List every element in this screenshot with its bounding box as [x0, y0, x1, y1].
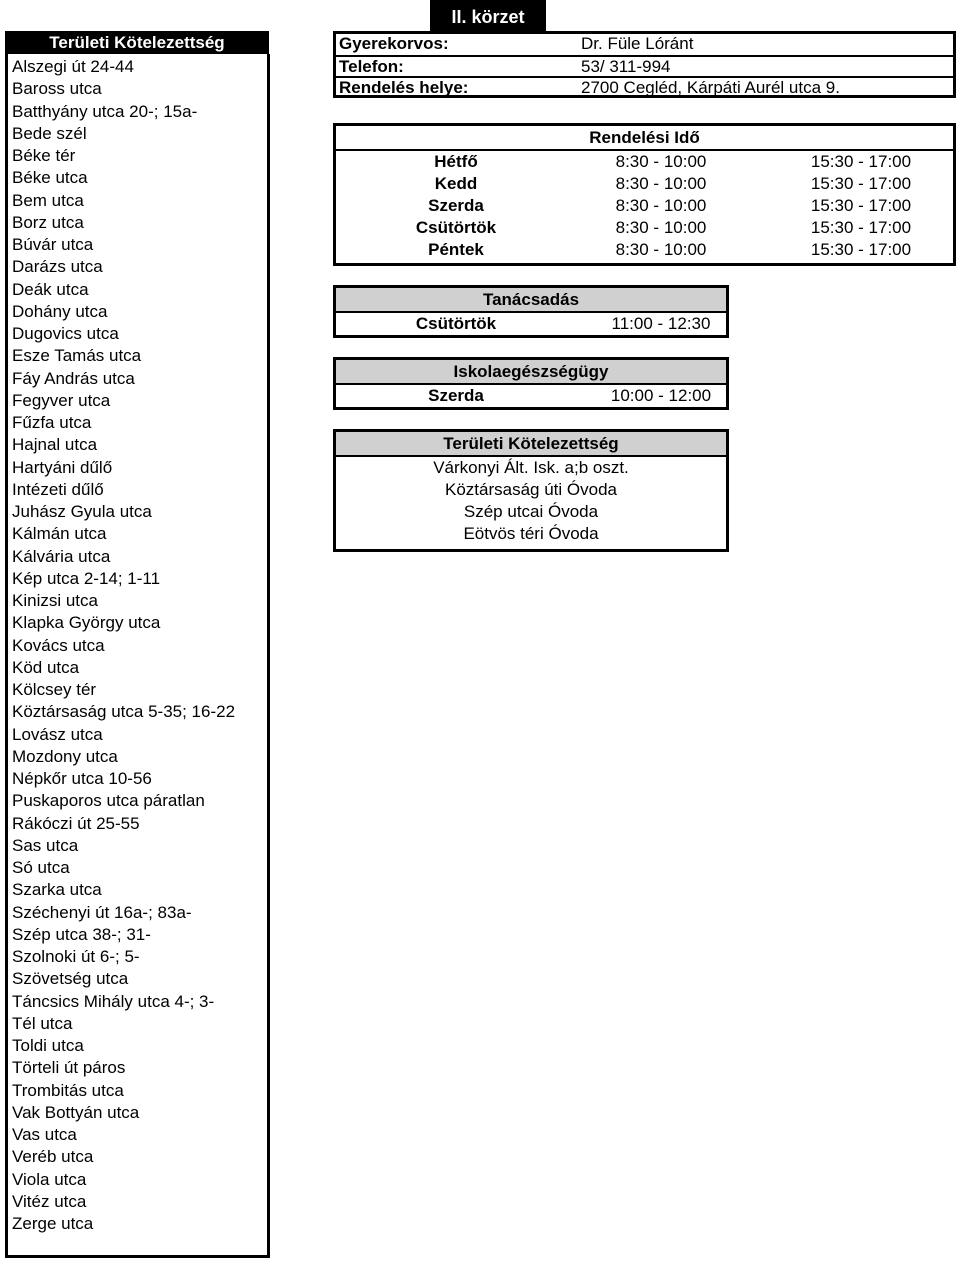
street-item: Kép utca 2-14; 1-11 [12, 568, 161, 588]
street-item: Baross utca [12, 79, 102, 99]
doctor-row [336, 34, 953, 54]
street-item: Fáy András utca [12, 368, 135, 388]
responsibility-header: Területi Kötelezettség [336, 432, 726, 457]
street-item: Fűzfa utca [12, 413, 92, 432]
street-item: Fegyver utca [12, 390, 111, 410]
office-hours-header: Rendelési Idő [336, 126, 953, 151]
office-hours-day: Péntek [428, 240, 484, 259]
street-item: Alszegi út 24-44 [12, 57, 134, 76]
street-item: Szarka utca [12, 880, 102, 900]
street-item: Bem utca [12, 190, 84, 210]
street-item: Trombitás utca [12, 1080, 124, 1100]
office-hours-morning: 8:30 - 10:00 [615, 174, 707, 193]
street-item: Lovász utca [12, 724, 103, 744]
street-item: Juhász Gyula utca [12, 502, 152, 521]
street-item: Szép utca 38-; 31- [12, 924, 151, 944]
phone-label: Telefon: [339, 57, 404, 76]
street-item: Borz utca [12, 212, 84, 232]
street-item: Szövetség utca [12, 969, 129, 989]
counseling-row [336, 313, 726, 335]
office-hours-afternoon: 15:30 - 17:00 [810, 152, 912, 171]
street-item: Vak Bottyán utca [12, 1102, 140, 1122]
office-hours-morning: 8:30 - 10:00 [615, 240, 707, 259]
street-item: Hartyáni dűlő [12, 457, 113, 477]
street-item: Bede szél [12, 123, 87, 143]
street-item: Intézeti dűlő [12, 479, 104, 499]
office-hours-row [336, 173, 953, 195]
street-item: Köztársaság utca 5-35; 16-22 [12, 702, 236, 722]
street-item: Búvár utca [12, 235, 94, 254]
responsibility-item: Eötvös téri Óvoda [463, 524, 599, 543]
street-item: Népkőr utca 10-56 [12, 769, 152, 788]
street-item: Sas utca [12, 835, 79, 855]
office-hours-row [336, 239, 953, 261]
counseling-time: 11:00 - 12:30 [611, 314, 711, 333]
street-item: Táncsics Mihály utca 4-; 3- [12, 991, 215, 1011]
street-item: Só utca [12, 858, 70, 877]
office-hours-rows [336, 151, 953, 261]
street-item: Veréb utca [12, 1147, 94, 1167]
office-hours-morning: 8:30 - 10:00 [615, 196, 707, 215]
responsibility-list [336, 457, 726, 545]
street-item: Kinizsi utca [12, 591, 98, 610]
office-hours-row [336, 195, 953, 217]
street-item: Béke utca [12, 168, 88, 188]
counseling-box [333, 285, 729, 338]
responsibility-item: Köztársaság úti Óvoda [445, 480, 617, 499]
school-health-time: 10:00 - 12:00 [610, 386, 712, 405]
street-item: Köd utca [12, 657, 80, 677]
street-item: Mozdony utca [12, 746, 118, 766]
street-item: Szolnoki út 6-; 5- [12, 947, 140, 966]
office-hours-box [333, 123, 956, 266]
street-item: Kölcsey tér [12, 680, 97, 699]
street-item: Deák utca [12, 279, 89, 299]
school-health-box [333, 357, 729, 410]
doctor-value: Dr. Füle Lóránt [581, 34, 694, 53]
office-hours-row [336, 217, 953, 239]
street-item: Zerge utca [12, 1214, 94, 1233]
office-hours-day: Hétfő [434, 152, 478, 171]
responsibility-item: Várkonyi Ált. Isk. a;b oszt. [433, 458, 629, 477]
streets-header: Területi Kötelezettség [5, 31, 269, 54]
office-hours-afternoon: 15:30 - 17:00 [810, 196, 912, 215]
phone-row [336, 55, 953, 77]
street-list [5, 54, 270, 1258]
street-item: Viola utca [12, 1169, 87, 1189]
responsibility-item: Szép utcai Óvoda [463, 502, 599, 521]
street-item: Kálvária utca [12, 546, 111, 566]
school-health-row [336, 385, 726, 407]
street-item: Széchenyi út 16a-; 83a- [12, 902, 192, 922]
street-item: Esze Tamás utca [12, 346, 142, 366]
counseling-header: Tanácsadás [336, 288, 726, 313]
office-hours-day: Kedd [434, 174, 478, 193]
school-health-header: Iskolaegészségügy [336, 360, 726, 385]
street-item: Béke tér [12, 146, 76, 165]
street-item: Rákóczi út 25-55 [12, 813, 140, 833]
office-hours-row [336, 151, 953, 173]
street-item: Vitéz utca [12, 1191, 87, 1211]
school-health-day: Szerda [428, 386, 484, 405]
doctor-info-box [333, 31, 956, 98]
office-hours-afternoon: 15:30 - 17:00 [810, 174, 912, 193]
street-item: Puskaporos utca páratlan [12, 791, 205, 811]
place-value: 2700 Cegléd, Kárpáti Aurél utca 9. [581, 78, 840, 97]
street-item: Hajnal utca [12, 435, 98, 455]
street-item: Vas utca [12, 1125, 77, 1144]
street-item: Dugovics utca [12, 324, 119, 343]
office-hours-morning: 8:30 - 10:00 [615, 218, 707, 237]
office-hours-day: Csütörtök [415, 218, 497, 237]
place-row [336, 76, 953, 98]
street-item: Toldi utca [12, 1036, 84, 1055]
district-title: II. körzet [430, 0, 546, 31]
street-item: Dohány utca [12, 301, 108, 321]
office-hours-morning: 8:30 - 10:00 [615, 152, 707, 171]
place-label: Rendelés helye: [339, 78, 469, 97]
street-item: Klapka György utca [12, 613, 161, 633]
phone-value: 53/ 311-994 [581, 57, 671, 76]
street-item: Darázs utca [12, 257, 103, 277]
street-item: Kovács utca [12, 635, 105, 655]
office-hours-afternoon: 15:30 - 17:00 [810, 240, 912, 259]
street-item: Törteli út páros [12, 1058, 126, 1078]
counseling-day: Csütörtök [415, 314, 497, 333]
street-item: Kálmán utca [12, 524, 107, 544]
doctor-label: Gyerekorvos: [339, 34, 449, 53]
responsibility-box [333, 429, 729, 552]
office-hours-afternoon: 15:30 - 17:00 [810, 218, 912, 237]
street-item: Tél utca [12, 1013, 73, 1033]
street-item: Batthyány utca 20-; 15a- [12, 101, 198, 121]
office-hours-day: Szerda [428, 196, 484, 215]
